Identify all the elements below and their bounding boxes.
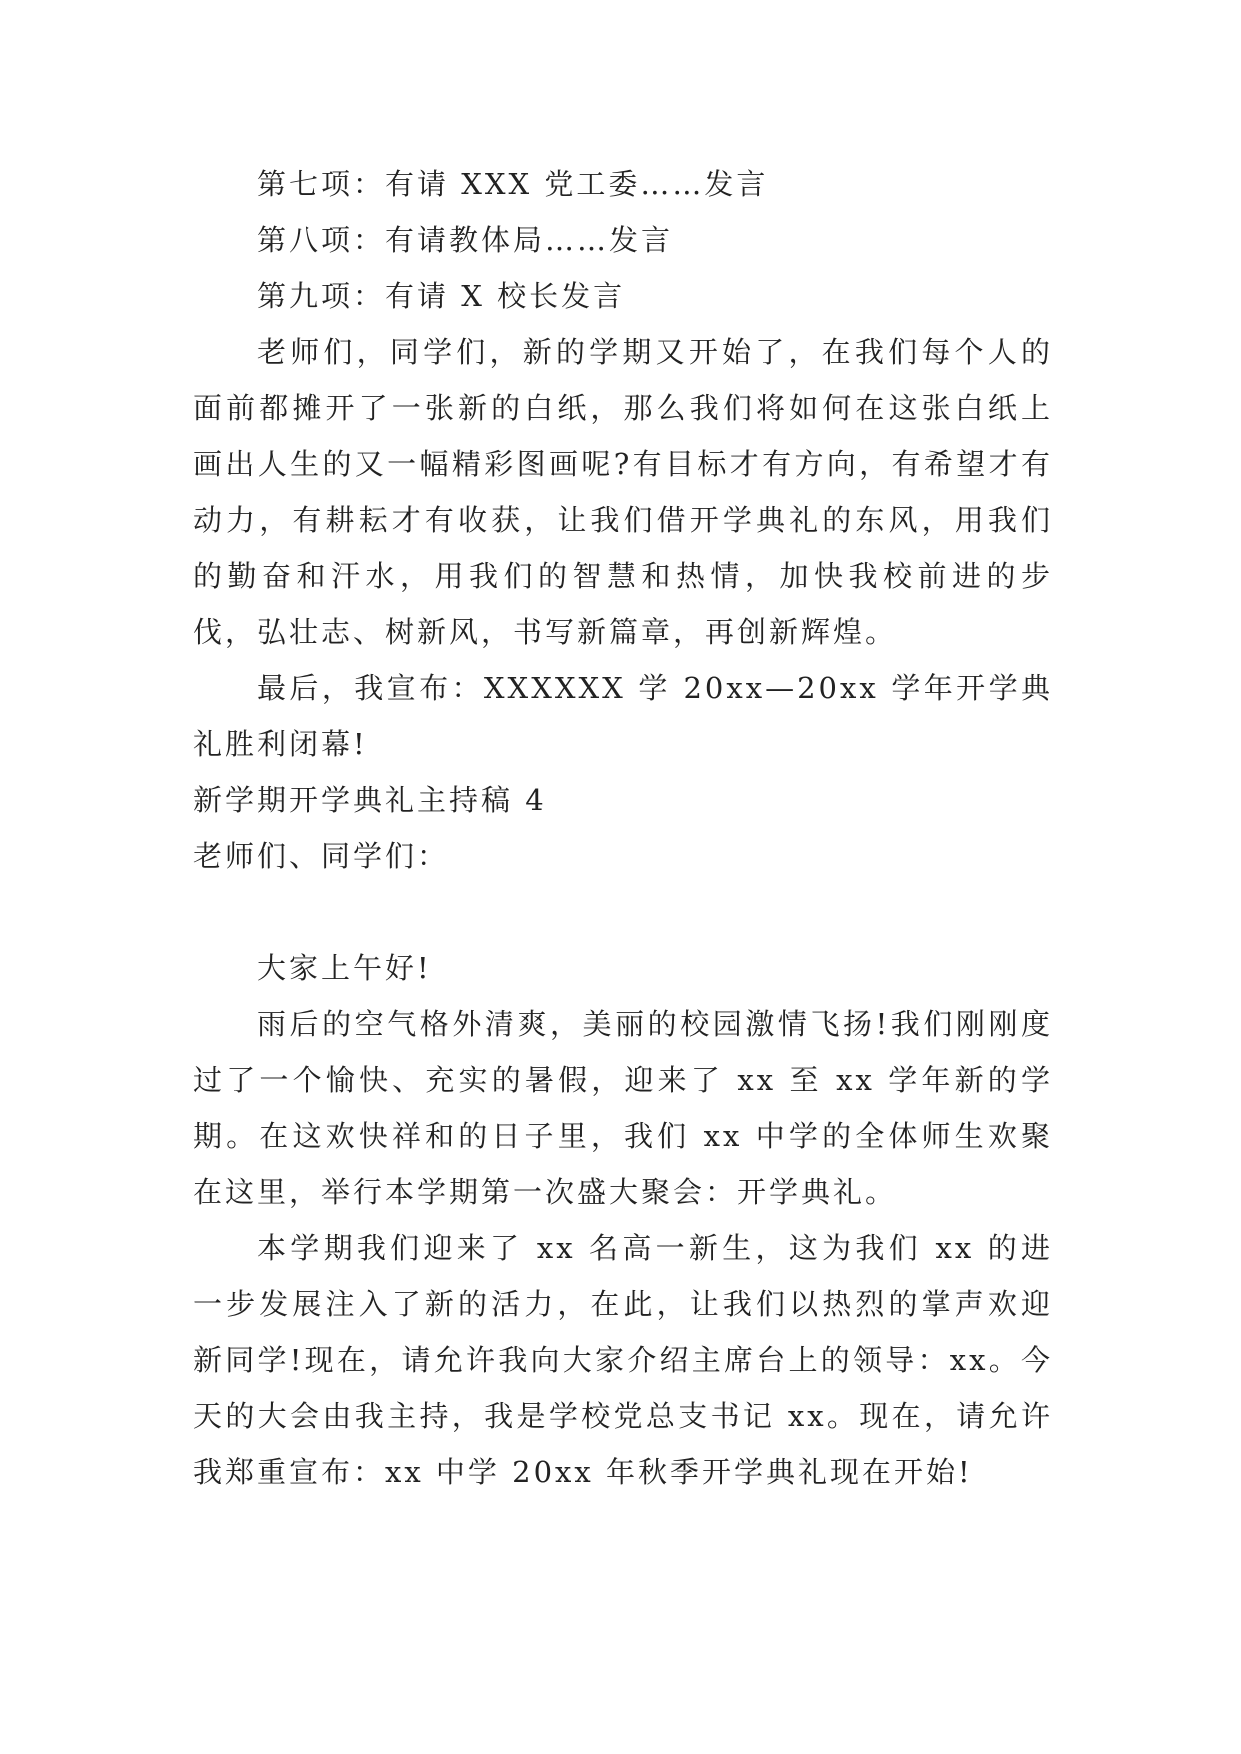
- closing-announcement: 最后，我宣布：XXXXXX 学 20xx—20xx 学年开学典礼胜利闭幕!: [193, 671, 1053, 761]
- body-paragraph: 本学期我们迎来了 xx 名高一新生，这为我们 xx 的进一步发展注入了新的活力，在此，让我们以热烈的掌声欢迎新同学!现在，请允许我向大家介绍主席台上的领导：xx。今天的大会由我主持，我是学校党总支书记 xx。现在，请允许我郑重宣布：xx 中学 20xx 年秋季开学典礼现在开始!: [193, 1231, 1053, 1489]
- closing-paragraph: 老师们，同学们，新的学期又开始了，在我们每个人的面前都摊开了一张新的白纸，那么我们将如何在这张白纸上画出人生的又一幅精彩图画呢?有目标才有方向，有希望才有动力，有耕耘才有收获，让我们借开学典礼的东风，用我们的勤奋和汗水，用我们的智慧和热情，加快我校前进的步伐，弘壮志、树新风，书写新篇章，再创新辉煌。: [193, 335, 1053, 649]
- agenda-item-8: 第八项：有请教体局……发言: [257, 223, 674, 257]
- salutation: 老师们、同学们：: [193, 839, 450, 873]
- blank-line: [193, 884, 1053, 940]
- greeting: 大家上午好!: [257, 951, 432, 985]
- agenda-item-7: 第七项：有请 XXX 党工委……发言: [257, 167, 769, 201]
- agenda-item-9: 第九项：有请 X 校长发言: [257, 279, 626, 313]
- document-body: [193, 156, 1053, 1500]
- section-title: 新学期开学典礼主持稿 4: [193, 783, 547, 817]
- body-paragraph: 雨后的空气格外清爽，美丽的校园激情飞扬!我们刚刚度过了一个愉快、充实的暑假，迎来了 xx 至 xx 学年新的学期。在这欢快祥和的日子里，我们 xx 中学的全体师生欢聚在这里，举行本学期第一次盛大聚会：开学典礼。: [193, 1007, 1053, 1209]
